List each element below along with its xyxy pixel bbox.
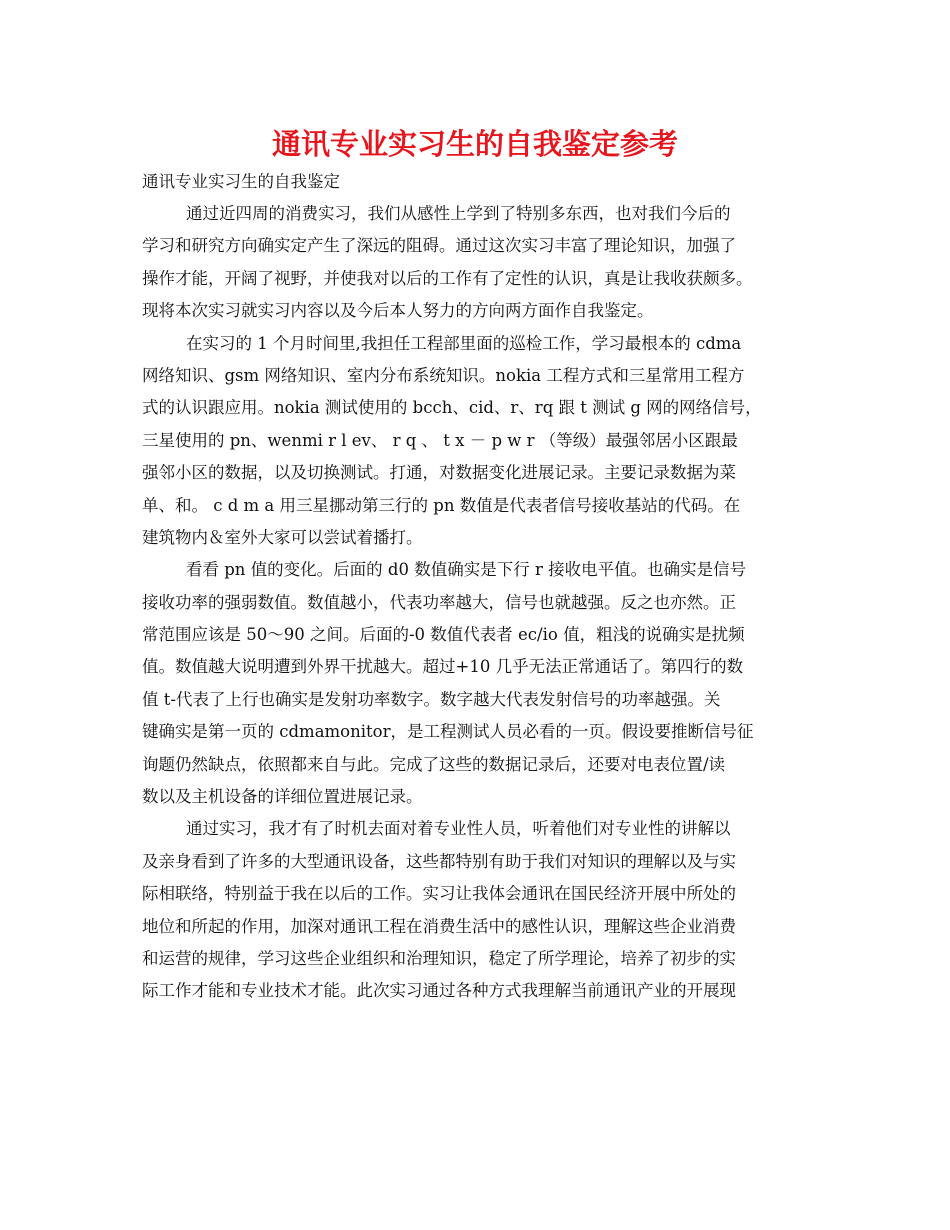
document-body [142,198,822,1008]
document-subtitle: 通讯专业实习生的自我鉴定 [142,172,340,191]
paragraph-line: 式的认识跟应用。nokia 测试使用的 bcch、cid、r、rq 跟 t 测试 g 网的网络信号， [142,398,762,418]
paragraph-line: 通过实习，我才有了时机去面对着专业性人员，听着他们对专业性的讲解以 [186,819,731,839]
paragraph-line: 在实习的 1 个月时间里,我担任工程部里面的巡检工作，学习最根本的 cdma [186,333,742,353]
paragraph-line: 强邻小区的数据，以及切换测试。打通，对数据变化进展记录。主要记录数据为菜 [142,463,736,483]
paragraph-3 [142,554,822,813]
paragraph-2 [142,328,822,555]
paragraph-line: 及亲身看到了许多的大型通讯设备，这些都特别有助于我们对知识的理解以及与实 [142,851,736,871]
paragraph-line: 和运营的规律，学习这些企业组织和治理知识，稳定了所学理论，培养了初步的实 [142,948,736,968]
paragraph-line: 常范围应该是 50～90 之间。后面的-0 数值代表者 ec/io 值，粗浅的说确实是扰频 [142,625,745,645]
paragraph-line: 建筑物内＆室外大家可以尝试着播打。 [142,527,423,547]
paragraph-line: 值 t-代表了上行也确实是发射功率数字。数字越大代表发射信号的功率越强。关 [142,689,721,709]
paragraph-line: 学习和研究方向确实定产生了深远的阻碍。通过这次实习丰富了理论知识，加强了 [142,236,736,256]
paragraph-line: 地位和所起的作用，加深对通讯工程在消费生活中的感性认识，理解这些企业消费 [142,916,736,936]
paragraph-line: 三星使用的 pn、wenmi r l ev、 r q 、 t x － p w r （等级）最强邻居小区跟最 [142,430,738,450]
paragraph-line: 操作才能，开阔了视野，并使我对以后的工作有了定性的认识，真是让我收获颇多。 [142,268,753,288]
paragraph-line: 键确实是第一页的 cdmamonitor，是工程测试人员必看的一页。假设要推断信号征 [142,722,754,742]
paragraph-line: 际相联络，特别益于我在以后的工作。实习让我体会通讯在国民经济开展中所处的 [142,884,736,904]
paragraph-line: 询题仍然缺点，依照都来自与此。完成了这些的数据记录后，还要对电表位置/读 [142,754,726,774]
paragraph-4 [142,813,822,1007]
paragraph-line: 接收功率的强弱数值。数值越小，代表功率越大，信号也就越强。反之也亦然。正 [142,592,736,612]
paragraph-line: 数以及主机设备的详细位置进展记录。 [142,787,423,807]
paragraph-1 [142,198,822,328]
paragraph-line: 看看 pn 值的变化。后面的 d0 数值确实是下行 r 接收电平值。也确实是信号 [186,560,747,580]
paragraph-line: 际工作才能和专业技术才能。此次实习通过各种方式我理解当前通讯产业的开展现 [142,981,736,1001]
paragraph-line: 网络知识、gsm 网络知识、室内分布系统知识。nokia 工程方式和三星常用工程方 [142,365,745,385]
document-title: 通讯专业实习生的自我鉴定参考 [271,127,678,161]
paragraph-line: 通过近四周的消费实习，我们从感性上学到了特别多东西，也对我们今后的 [186,204,731,223]
paragraph-line: 现将本次实习就实习内容以及今后本人努力的方向两方面作自我鉴定。 [142,301,654,321]
paragraph-line: 单、和。 c d m a 用三星挪动第三行的 pn 数值是代表者信号接收基站的代码。在 [142,495,741,515]
paragraph-line: 值。数值越大说明遭到外界干扰越大。超过+10 几乎无法正常通话了。第四行的数 [142,657,744,677]
